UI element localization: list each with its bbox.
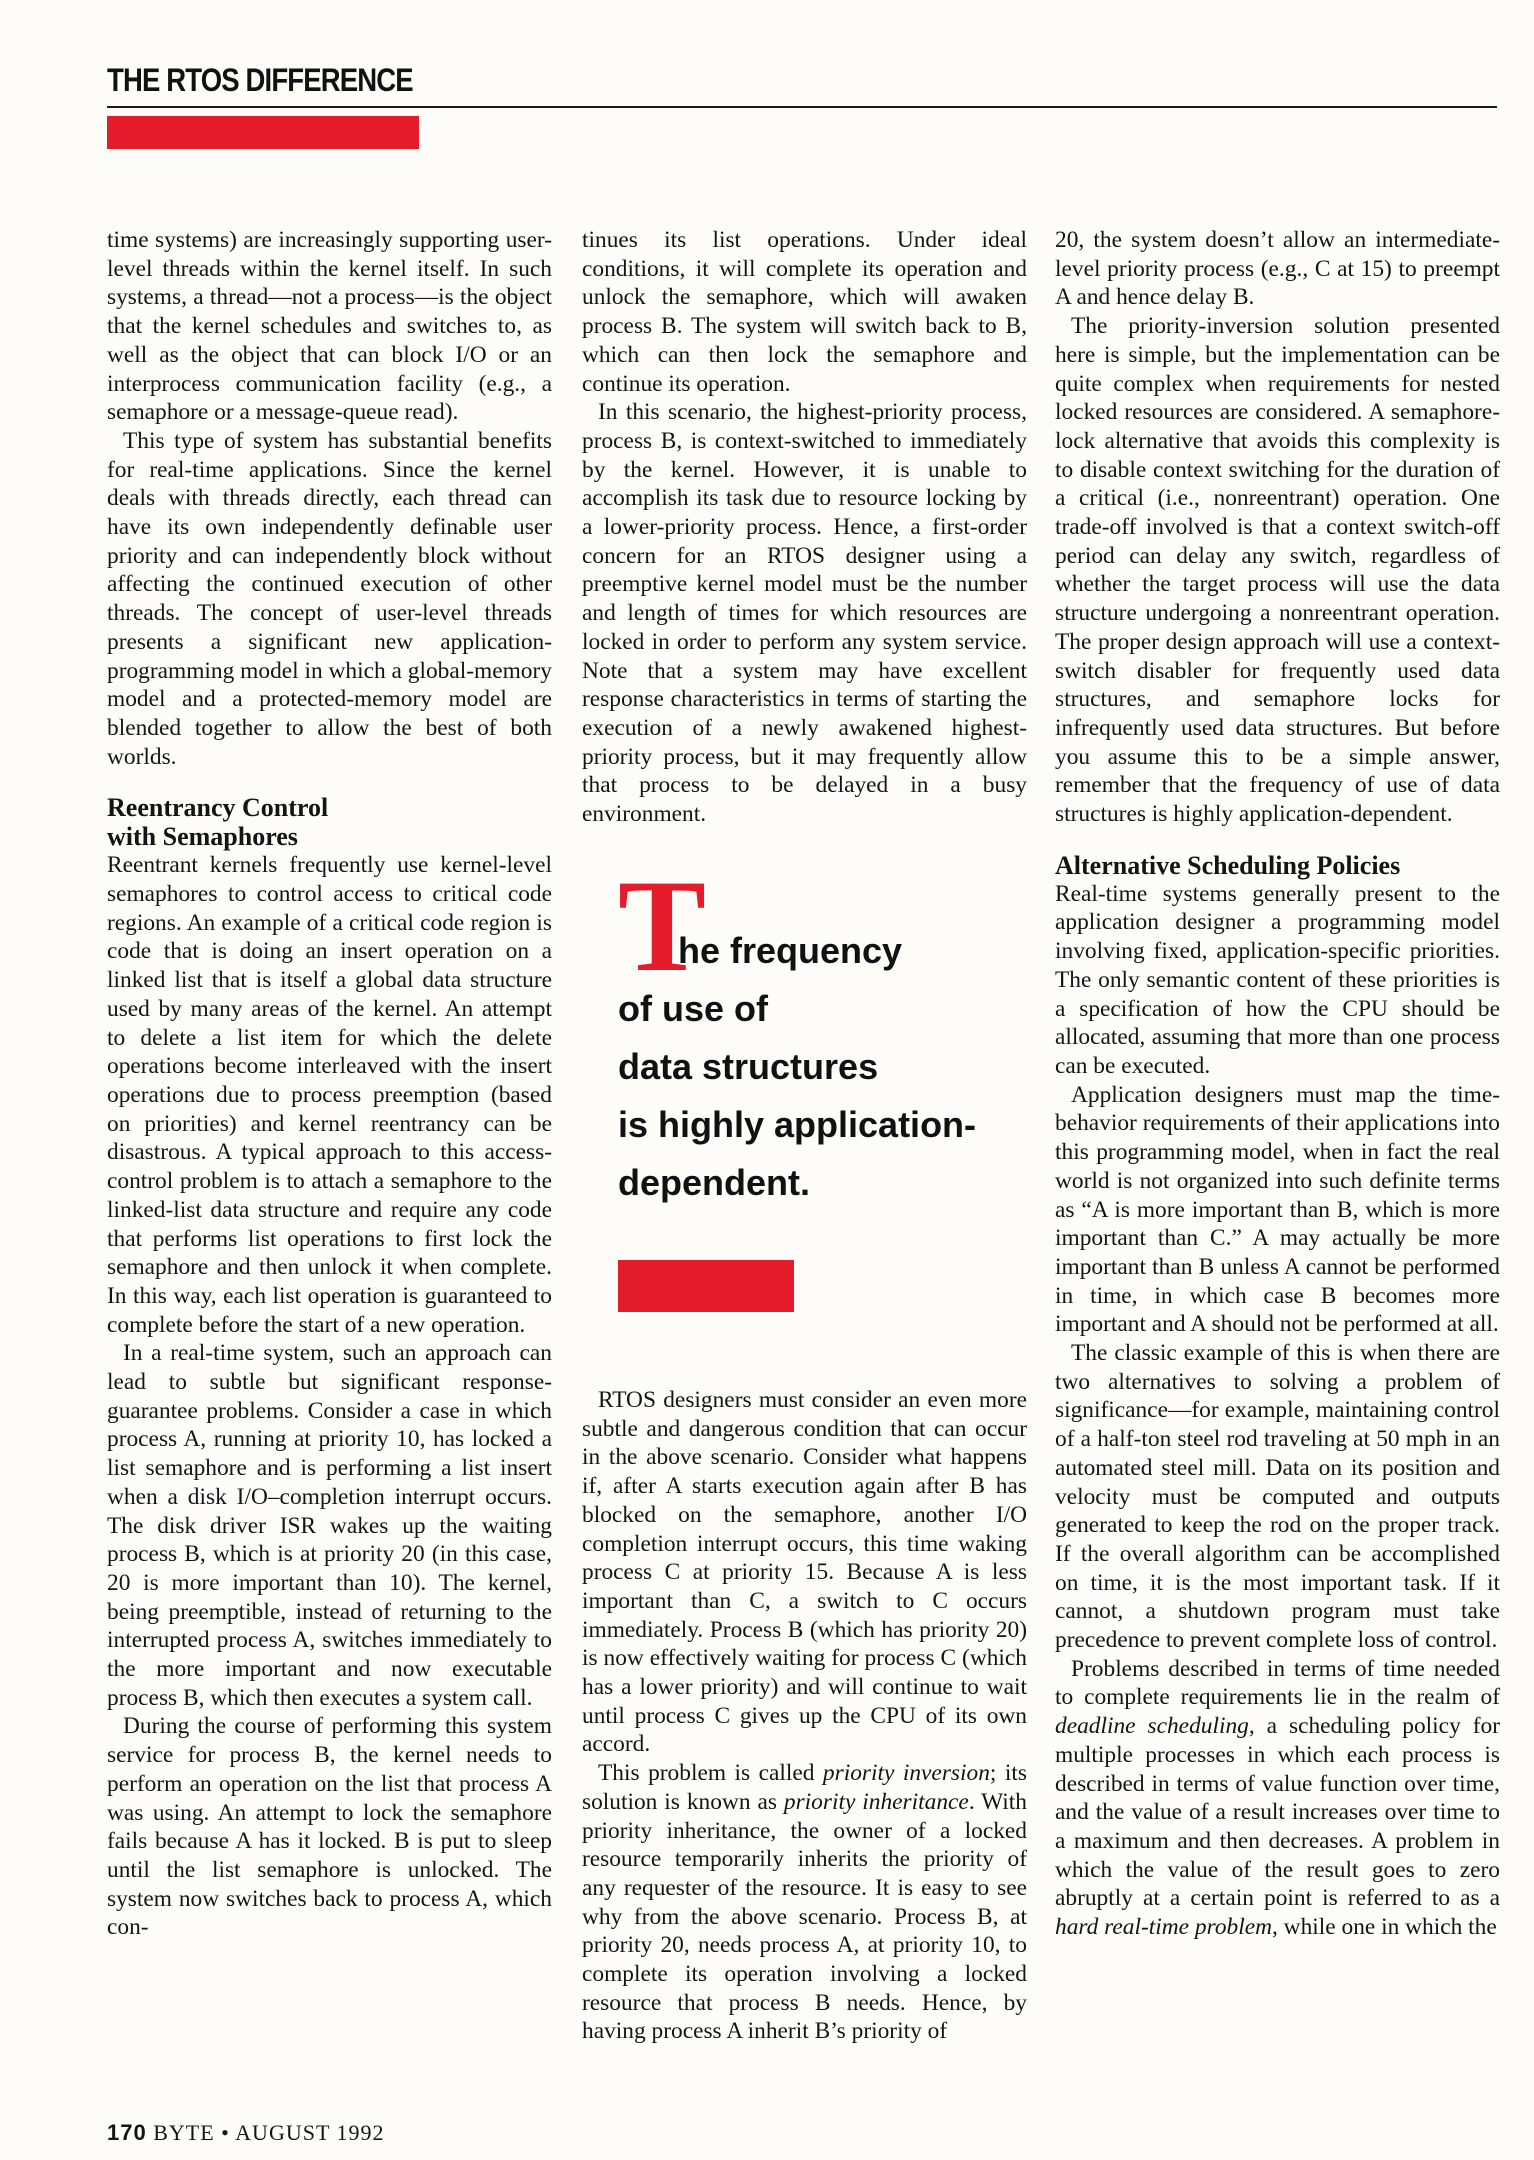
footer-separator: • <box>221 2120 230 2145</box>
column-1 <box>107 226 552 1942</box>
pull-quote-line: data structures <box>618 1046 879 1087</box>
pull-quote-initial: T <box>618 852 707 999</box>
column-2 <box>582 226 1027 829</box>
paragraph: In a real-time system, such an approach can lead to subtle but significant response-guarantee problems. Consider a case in which process A, running at priority 10, has locked a list semaphore and is performing a list insert when a disk I/O–completion interrupt occurs. The disk driver ISR wakes up the waiting process B, which is at priority 20 (in this case, 20 is more important than 10). The kernel, being preemptible, instead of returning to the interrupted process A, switches immediately to the more important and now executable process B, which then executes a system call. <box>107 1340 552 1711</box>
term-deadline-scheduling: deadline scheduling <box>1055 1713 1249 1740</box>
paragraph: Reentrant kernels frequently use kernel-level semaphores to control access to critical code regions. An example of a critical code region is code that is doing an insert operation on a linked list that is itself a global data structure used by many areas of the kernel. An attempt to delete a list item for which the delete operations become interleaved with the insert operations due to process preemption (based on priorities) and kernel reentrancy can be disastrous. A typical approach to this access-control problem is to attach a semaphore to the linked-list data structure and require any code that performs list operations to first lock the semaphore and then unlock it when complete. In this way, each list operation is guaranteed to complete before the start of a new operation. <box>107 852 552 1338</box>
paragraph: time systems) are increasingly supporting user-level threads within the kernel itself. In such systems, a thread—not a process—is the object that the kernel schedules and switches to, as well as the object that can block I/O or an interprocess communication facility (e.g., a semaphore or a message-queue read). <box>107 227 552 426</box>
heading-line: Reentrancy Control <box>107 793 329 823</box>
paragraph: tinues its list operations. Under ideal conditions, it will complete its operation and unlock the semaphore, which will awaken process B. The system will switch back to B, which can then lock the semaphore and continue its operation. <box>582 227 1027 397</box>
pull-quote-line: dependent. <box>618 1162 811 1203</box>
header-accent-bar <box>107 116 419 149</box>
pull-quote-line: of use of <box>618 988 768 1029</box>
paragraph: Application designers must map the time-behavior requirements of their applications into this programming model, when in fact the real world is not organized into such definite terms as “A is more important than B, which is more important than C.” A may actually be more important than B unless A cannot be performed in time, in which case B becomes more important and A should not be performed at all. <box>1055 1081 1500 1338</box>
paragraph: This type of system has substantial benefits for real-time applications. Since the kernel deals with threads directly, each thread can have its own independently definable user priority and can independently block without affecting the continued execution of other threads. The concept of user-level threads presents a significant new application-programming model in which a global-memory model and a protected-memory model are blended together to allow the best of both worlds. <box>107 427 552 770</box>
column-2-continued <box>582 1386 1027 2046</box>
section-heading: Alternative Scheduling Policies <box>1055 850 1401 880</box>
heading-line: with Semaphores <box>107 822 298 852</box>
header-rule <box>107 106 1497 108</box>
pull-quote-line: he frequency <box>678 930 903 971</box>
section-heading <box>107 793 552 851</box>
pull-quote-line: is highly application- <box>618 1104 977 1145</box>
term-priority-inheritance: priority inheritance <box>783 1788 969 1815</box>
paragraph: RTOS designers must consider an even more subtle and dangerous condition that can occur in the above scenario. Consider what happens if, after A starts execution again after B has blocked on the semaphore, another I/O completion interrupt occurs, this time waking process C at priority 15. Because A is less important than C, a switch to C occurs immediately. Process B (which has priority 20) is now effectively waiting for process C (which has a lower priority) and will continue to wait until process C gives up the CPU of its own accord. <box>582 1387 1027 1758</box>
paragraph: Real-time systems generally present to the application designer a programming model involving fixed, application-specific priorities. The only semantic content of these priorities is a specification of how the CPU should be allocated, assuming that more than one process can be executed. <box>1055 880 1500 1079</box>
magazine-name: BYTE <box>153 2120 215 2145</box>
section-title: THE RTOS DIFFERENCE <box>107 62 413 98</box>
page-number: 170 <box>107 2120 147 2145</box>
term-priority-inversion: priority inversion <box>822 1760 990 1787</box>
paragraph: Problems described in terms of time needed to complete requirements lie in the realm of deadline scheduling, a scheduling policy for multiple processes in which each process is described in terms of value function over time, and the value of a result increases over time to a maximum and then decreases. A problem in which the value of the result goes to zero abruptly at a certain point is referred to as a hard real-time problem, while one in which the <box>1055 1655 1500 1941</box>
paragraph: The classic example of this is when there are two alternatives to solving a problem of significance—for example, maintaining control of a half-ton steel rod traveling at 50 mph in an automated steel mill. Data on its position and velocity must be computed and outputs generated to keep the rod on the proper track. If the overall algorithm can be accomplished on time, it is the most important task. If it cannot, a shutdown program must take precedence to prevent complete loss of control. <box>1055 1340 1500 1654</box>
paragraph: 20, the system doesn’t allow an intermediate-level priority process (e.g., C at 15) to preempt A and hence delay B. <box>1055 227 1500 311</box>
pull-quote-accent-bar <box>618 1260 794 1312</box>
column-3 <box>1055 226 1500 1942</box>
paragraph: In this scenario, the highest-priority process, process B, is context-switched to immediately by the kernel. However, it is unable to accomplish its task due to resource locking by a lower-priority process. Hence, a first-order concern for an RTOS designer using a preemptive kernel model must be the number and length of times for which resources are locked in order to perform any system service. Note that a system may have excellent response characteristics in terms of starting the execution of a newly awakened highest-priority process, but it may frequently allow that process to be delayed in a busy environment. <box>582 399 1027 828</box>
paragraph: During the course of performing this system service for process B, the kernel needs to perform an operation on the list that process A was using. An attempt to lock the semaphore fails because A has it locked. B is put to sleep until the list semaphore is unlocked. The system now switches back to process A, which con- <box>107 1713 552 1941</box>
pull-quote <box>618 852 1038 1212</box>
term-hard-real-time-problem: hard real-time problem <box>1055 1914 1272 1941</box>
paragraph: This problem is called priority inversion; its solution is known as priority inheritance. With priority inheritance, the owner of a locked resource temporarily inherits the priority of any requester of the resource. It is easy to see why from the above scenario. Process B, at priority 20, needs process A, at priority 10, to complete its operation involving a locked resource that process B needs. Hence, by having process A inherit B’s priority of <box>582 1760 1028 2045</box>
page-footer <box>107 2120 385 2146</box>
paragraph: The priority-inversion solution presented here is simple, but the implementation can be quite complex when requirements for nested locked resources are considered. A semaphore-lock alternative that avoids this complexity is to disable context switching for the duration of a critical (i.e., nonreentrant) operation. One trade-off involved is that a context switch-off period can delay any switch, regardless of whether the target process will use the data structure undergoing a nonreentrant operation. The proper design approach will use a context-switch disabler for frequently used data structures, and semaphore locks for infrequently used data structures. But before you assume this to be a simple answer, remember that the frequency of use of data structures is highly application-dependent. <box>1055 313 1500 828</box>
issue-date: AUGUST 1992 <box>235 2120 385 2145</box>
